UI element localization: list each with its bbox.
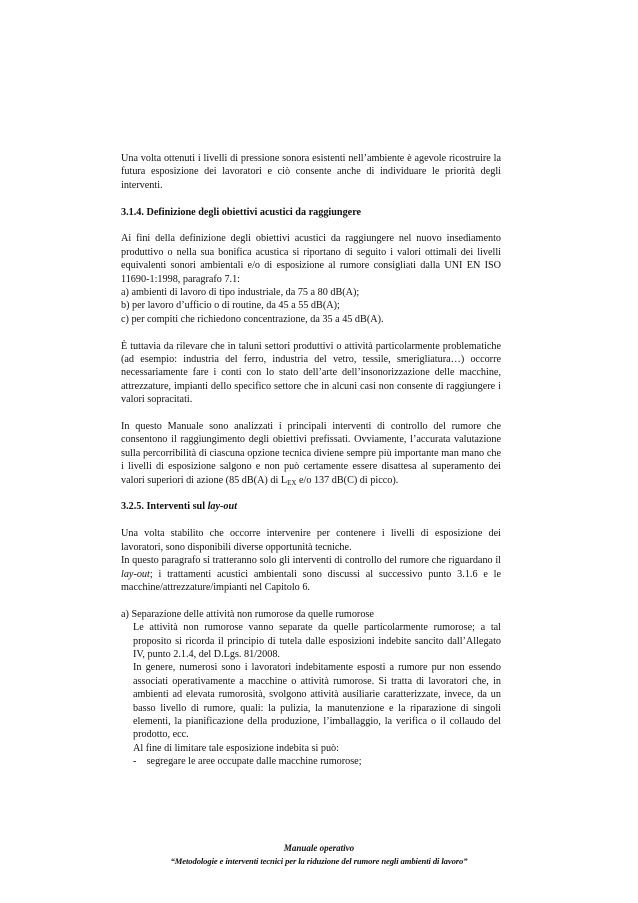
- objectives-block: [121, 232, 501, 326]
- list-a-title: a) Separazione delle attività non rumorose da quelle rumorose: [121, 608, 374, 620]
- list-item: b) per lavoro d’ufficio o di routine, da 45 a 55 dB(A);: [121, 300, 340, 312]
- intro-paragraph: Una volta ottenuti i livelli di pressione sonora esistenti nell’ambiente è agevole ricostruire la futura esposizione dei lavoratori e ciò consente anche di individuare le priorità degli interventi.: [121, 153, 501, 191]
- objectives-paragraph: Ai fini della definizione degli obiettivi acustici da raggiungere nel nuovo insediamento produttivo o nella sua bonifica acustica si riportano di seguito i valori ottimali dei livelli equivalenti sonori ambientali e/o di esposizione al rumore consigliati dalla UNI EN ISO 11690-1:1998, paragrafo 7.1:: [121, 233, 501, 285]
- section-heading-3-2-5: 3.2.5. Interventi sul lay-out: [121, 501, 238, 513]
- section-heading-3-1-4: 3.1.4. Definizione degli obiettivi acustici da raggiungere: [121, 206, 362, 218]
- state-of-art-paragraph: È tuttavia da rilevare che in taluni settori produttivi o attività particolarmente problematiche (ad esempio: industria del ferro, industria del vetro, tessile, smerigliatura…) occorre necessariamente fare i conti con lo stato dell’arte dell’insonorizzazione delle macchine, attrezzature, impianti dello specifico settore che in alcuni casi non consente di raggiungere i valori sopracitati.: [121, 340, 501, 406]
- list-item: a) ambienti di lavoro di tipo industriale, da 75 a 80 dB(A);: [121, 287, 360, 299]
- manual-paragraph: In questo Manuale sono analizzati i principali interventi di controllo del rumore che consentono il raggiungimento degli obiettivi prefissati. Ovviamente, l’accurata valutazione sulla percorribilità di ciascuna opzione tecnica diviene sempre più importante man mano che i livelli di esposizione salgono e non può certamente essere disattesa al superamento dei valori superiori di azione (85 dB(A) di $L_{EX}$ e/o 137 dB(C) di picco).: [121, 421, 501, 487]
- list-item: c) per compiti che richiedono concentrazione, da 35 a 45 dB(A).: [121, 313, 384, 325]
- dash-list-item: - segregare le aree occupate dalle macchine rumorose;: [133, 756, 362, 768]
- footer-subtitle: “Metodologie e interventi tecnici per la riduzione del rumore negli ambienti di lavoro”: [170, 856, 468, 866]
- footer-title: Manuale operativo: [283, 843, 355, 853]
- lex-subscript: EX: [287, 478, 297, 487]
- layout-paragraph: Una volta stabilito che occorre intervenire per contenere i livelli di esposizione dei lavoratori, sono disponibili diverse opportunità tecniche. In questo paragrafo si tratteranno solo gli interventi di controllo del rumore che riguardano il lay-out; i trattamenti acustici ambientali sono discussi al successivo punto 3.1.6 e le macchine/attrezzature/impianti nel Capitolo 6.: [121, 528, 501, 593]
- list-a: [121, 608, 501, 769]
- list-a-paragraph: In genere, numerosi sono i lavoratori indebitamente esposti a rumore pur non essendo associati operativamente a macchine o attività rumorose. Si tratta di lavoratori che, in ambienti ad elevata rumorosità, svolgono attività ausiliarie caratterizzate, invece, da un basso livello di rumore, quali: la pulizia, la manutenzione e la riparazione di singoli elementi, la pianificazione della produzione, l’imballaggio, la verifica o il collaudo del prodotto, ecc.: [133, 662, 501, 741]
- list-a-paragraph: Al fine di limitare tale esposizione indebita si può:: [133, 742, 339, 754]
- list-a-paragraph: Le attività non rumorose vanno separate da quelle particolarmente rumorose; a tal proposito si ricorda il principio di tutela dalle esposizioni indebite sancito dall’Allegato IV, punto 2.1.4, del D.Lgs. 81/2008.: [133, 622, 501, 660]
- document-body: [121, 152, 501, 769]
